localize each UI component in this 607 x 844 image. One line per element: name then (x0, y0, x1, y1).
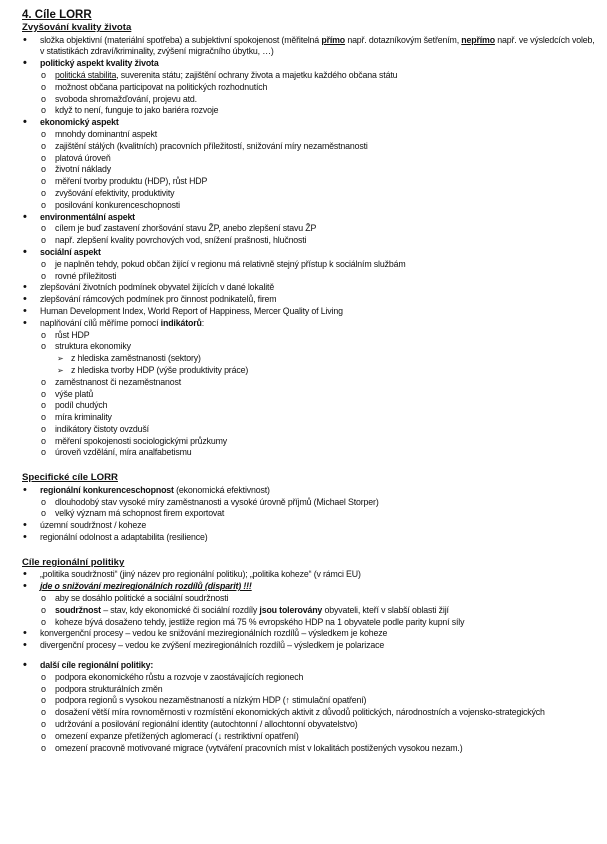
sub-list-item: o udržování a posilování regionální identity (autochtonní / allochtonní obyvatelstvo) (41, 719, 358, 730)
bullet-icon: • (23, 627, 27, 640)
spacer (22, 544, 597, 557)
bullet-icon: • (23, 483, 27, 496)
bullet-icon: • (23, 245, 27, 258)
arrow-bullet-icon: ➢ (57, 365, 64, 375)
sub-list-item: o aby se dosáhlo politické a sociální soudržnosti (41, 593, 229, 604)
circle-bullet-icon: o (41, 152, 46, 163)
sub-list-item: o úroveň vzdělání, míra analfabetismu (41, 447, 192, 458)
circle-bullet-icon: o (41, 400, 46, 411)
bullet-icon: • (23, 210, 27, 223)
circle-bullet-icon: o (41, 223, 46, 234)
bullet-icon: • (23, 57, 27, 70)
circle-bullet-icon: o (41, 435, 46, 446)
section-heading-quality-of-life: Zvyšování kvality života (22, 22, 132, 33)
sub-list-item: o zvyšování efektivity, produktivity (41, 187, 175, 198)
sub-list-item: o cílem je buď zastavení zhoršování stavu ŽP, anebo zlepšení stavu ŽP (41, 223, 317, 234)
sub-list-item: o měření spokojenosti sociologickými průzkumy (41, 435, 228, 446)
list-item: • zlepšování životních podmínek obyvatel žijících v dané lokalitě (23, 281, 275, 294)
section-list (22, 660, 597, 754)
sub-list-item: o platová úroveň (41, 152, 111, 163)
sub-list-item: o omezení expanze přetížených aglomerací (↓ restriktivní opatření) (41, 730, 299, 741)
circle-bullet-icon: o (41, 93, 46, 104)
sub-list-item: o koheze bývá dosaženo tehdy, jestliže region má 75 % evropského HDP na 1 obyvatele podle parity kupní síly (41, 616, 465, 627)
circle-bullet-icon: o (41, 341, 46, 352)
circle-bullet-icon: o (41, 105, 46, 116)
bullet-icon: • (23, 531, 27, 544)
circle-bullet-icon: o (41, 270, 46, 281)
circle-bullet-icon: o (41, 730, 46, 741)
circle-bullet-icon: o (41, 423, 46, 434)
sub-list-item: o dosažení větší míra rovnoměrnosti v rozmístění ekonomických aktivit z důvodů politických, národnostních a vojensko-strategických (41, 707, 545, 718)
circle-bullet-icon: o (41, 496, 46, 507)
list-item: • konvergenční procesy – vedou ke snižování meziregionálních rozdílů – výsledkem je koheze (23, 627, 388, 640)
sub-list-item: o omezení pracovně motivované migrace (vytváření pracovních míst v lokalitách postižených vysokou nezam.) (41, 742, 463, 753)
sub-list-item: o výše platů (41, 388, 94, 399)
sub-list-item: o zajištění stálých (kvalitních) pracovních příležitostí, snižování míry nezaměstnanosti (41, 140, 368, 151)
sub-list-item: o soudržnost – stav, kdy ekonomické či sociální rozdíly jsou tolerovány obyvateli, kteří v slabší oblasti žijí (41, 604, 449, 615)
circle-bullet-icon: o (41, 412, 46, 423)
circle-bullet-icon: o (41, 604, 46, 615)
bullet-icon: • (23, 293, 27, 306)
sub-list-item: o růst HDP (41, 329, 90, 340)
sub-list-item: o podíl chudých (41, 400, 108, 411)
sub-list-item: o svoboda shromažďování, projevu atd. (41, 93, 197, 104)
section-heading-specific-goals: Specifické cíle LORR (22, 472, 118, 484)
sub-list-item: o podpora strukturálních změn (41, 683, 163, 694)
bullet-icon: • (23, 639, 27, 652)
circle-bullet-icon: o (41, 671, 46, 682)
sub-list-item: o mnohdy dominantní aspekt (41, 128, 158, 139)
list-item: • územní soudržnost / koheze (23, 519, 147, 532)
sub-list-item: o politická stabilita, suverenita státu; zajištění ochrany života a majetku každého občana státu (41, 69, 398, 80)
circle-bullet-icon: o (41, 695, 46, 706)
sub-list-item: o podpora regionů s vysokou nezaměstnaností a nízkým HDP (↑ stimulační opatření) (41, 695, 367, 706)
list-item: • divergenční procesy – vedou ke zvýšení meziregionálních rozdílů – výsledkem je polarizace (23, 639, 385, 652)
circle-bullet-icon: o (41, 128, 46, 139)
bullet-icon: • (23, 519, 27, 532)
circle-bullet-icon: o (41, 683, 46, 694)
circle-bullet-icon: o (41, 376, 46, 387)
section-list (22, 35, 597, 460)
section-heading-regional-policy: Cíle regionální politiky (22, 556, 125, 568)
bullet-icon: • (23, 116, 27, 129)
list-item: • naplňování cílů měříme pomocí indikátorů: (23, 316, 204, 329)
circle-bullet-icon: o (41, 329, 46, 340)
list-item: • Human Development Index, World Report of Happiness, Mercer Quality of Living (23, 304, 343, 317)
circle-bullet-icon: o (41, 742, 46, 753)
section-list (22, 569, 597, 652)
circle-bullet-icon: o (41, 81, 46, 92)
sub-list-item: o dlouhodobý stav vysoké míry zaměstnanosti a vysoké úrovně příjmů (Michael Storper) (41, 496, 379, 507)
arrow-bullet-icon: ➢ (57, 354, 64, 364)
list-item: • regionální odolnost a adaptabilita (resilience) (23, 531, 208, 544)
circle-bullet-icon: o (41, 164, 46, 175)
circle-bullet-icon: o (41, 388, 46, 399)
circle-bullet-icon: o (41, 508, 46, 519)
bullet-icon: • (23, 659, 27, 672)
list-item: • ekonomický aspekt (23, 116, 119, 129)
sub-list-item: o indikátory čistoty ovzduší (41, 423, 149, 434)
sub-list-item: o struktura ekonomiky (41, 341, 131, 352)
sub-list-item: o podpora ekonomického růstu a rozvoje v zaostávajících regionech (41, 671, 304, 682)
circle-bullet-icon: o (41, 719, 46, 730)
sub-sub-list-item: ➢ z hlediska tvorby HDP (výše produktivity práce) (57, 364, 249, 375)
bullet-icon: • (23, 281, 27, 294)
list-item: • environmentální aspekt (23, 210, 135, 223)
bullet-icon: • (23, 304, 27, 317)
section-list (22, 485, 597, 544)
sub-list-item: o životní náklady (41, 164, 111, 175)
spacer (22, 459, 597, 472)
circle-bullet-icon: o (41, 187, 46, 198)
list-item: • sociální aspekt (23, 245, 101, 258)
circle-bullet-icon: o (41, 140, 46, 151)
list-item: • jde o snižování meziregionálních rozdílů (disparit) !!! (23, 580, 252, 593)
sub-list-item: o např. zlepšení kvality povrchových vod, snížení prašnosti, hlučnosti (41, 235, 307, 246)
list-item: • zlepšování rámcových podmínek pro činnost podnikatelů, firem (23, 293, 277, 306)
sub-list-item: o když to není, funguje to jako bariéra rozvoje (41, 105, 219, 116)
sub-list-item: o posilování konkurenceschopnosti (41, 199, 180, 210)
sub-sub-list-item: ➢ z hlediska zaměstnanosti (sektory) (57, 353, 201, 364)
sub-list-item: o měření tvorby produktu (HDP), růst HDP (41, 176, 208, 187)
circle-bullet-icon: o (41, 258, 46, 269)
sub-list-item: o rovné příležitosti (41, 270, 117, 281)
sub-list-item: o zaměstnanost či nezaměstnanost (41, 376, 182, 387)
list-item: • regionální konkurenceschopnost (ekonomická efektivnost) (23, 483, 270, 496)
spacer (22, 652, 597, 660)
bullet-icon: • (23, 316, 27, 329)
page-title: 4. Cíle LORR (22, 9, 92, 21)
sub-list-item: o míra kriminality (41, 412, 112, 423)
bullet-icon: • (23, 580, 27, 593)
sub-list-item: o velký význam má schopnost firem exportovat (41, 508, 225, 519)
circle-bullet-icon: o (41, 447, 46, 458)
bullet-icon: • (23, 568, 27, 581)
circle-bullet-icon: o (41, 69, 46, 80)
circle-bullet-icon: o (41, 593, 46, 604)
circle-bullet-icon: o (41, 235, 46, 246)
circle-bullet-icon: o (41, 176, 46, 187)
circle-bullet-icon: o (41, 616, 46, 627)
bullet-icon: • (23, 33, 27, 46)
list-item: • „politika soudržnosti“ (jiný název pro regionální politiku); „politika koheze“ (v rámci EU) (23, 568, 361, 581)
list-item: • politický aspekt kvality života (23, 57, 159, 70)
circle-bullet-icon: o (41, 199, 46, 210)
circle-bullet-icon: o (41, 707, 46, 718)
sub-list-item: o je naplněn tehdy, pokud občan žijící v regionu má relativně stejný přístup k sociálním službám (41, 258, 406, 269)
sub-list-item: o možnost občana participovat na politických rozhodnutích (41, 81, 268, 92)
list-item: • složka objektivní (materiální spotřeba) a subjektivní spokojenost (měřitelná přímo např. dotazníkovým šetřením, nepřímo např. ve výsledcích voleb, v statistikách zdraví/kriminality, zvýšení migračního úbytku, …) (23, 33, 595, 57)
list-item: • další cíle regionální politiky: (23, 659, 154, 672)
